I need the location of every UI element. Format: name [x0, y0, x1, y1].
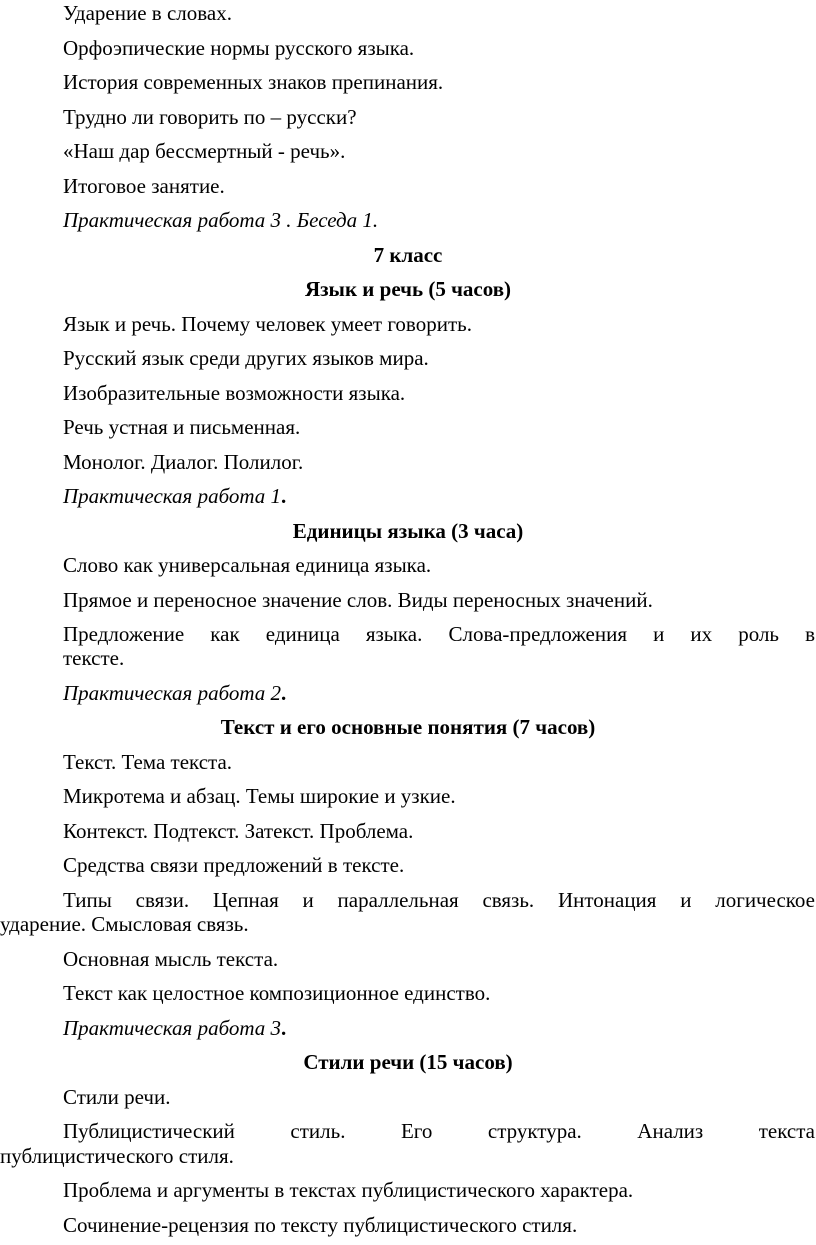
section-heading: Текст и его основные понятия (7 часов): [220, 715, 596, 739]
section-heading: Единицы языка (3 часа): [292, 519, 524, 543]
topic-line: Средства связи предложений в тексте.: [63, 853, 405, 877]
topic-line: Изобразительные возможности языка.: [63, 381, 406, 405]
topic-line-justified: Предложение как единица языка. Слова-предложения и их роль в: [63, 622, 815, 646]
topic-line: Контекст. Подтекст. Затекст. Проблема.: [63, 819, 414, 843]
practical-work-line: Практическая работа 3 . Беседа 1.: [63, 208, 379, 232]
topic-line: Текст как целостное композиционное единство.: [63, 981, 491, 1005]
topic-line: Основная мысль текста.: [63, 947, 279, 971]
topic-line: История современных знаков препинания.: [63, 70, 444, 94]
practical-work-period: .: [281, 681, 287, 705]
topic-line-continuation: публицистического стиля.: [0, 1144, 234, 1168]
topic-line: Орфоэпические нормы русского языка.: [63, 36, 415, 60]
topic-line-continuation: ударение. Смысловая связь.: [0, 912, 249, 936]
topic-line: Язык и речь. Почему человек умеет говорить.: [63, 312, 472, 336]
topic-line: Стили речи.: [63, 1085, 171, 1109]
practical-work-period: .: [281, 484, 287, 508]
topic-line: Ударение в словах.: [63, 1, 232, 25]
topic-line: «Наш дар бессмертный - речь».: [63, 139, 346, 163]
topic-line: Текст. Тема текста.: [63, 750, 233, 774]
section-heading: Язык и речь (5 часов): [304, 277, 512, 301]
section-heading: Стили речи (15 часов): [303, 1050, 513, 1074]
topic-line: Русский язык среди других языков мира.: [63, 346, 429, 370]
topic-line: Микротема и абзац. Темы широкие и узкие.: [63, 784, 456, 808]
topic-line: Трудно ли говорить по – русски?: [63, 105, 357, 129]
topic-line: Проблема и аргументы в текстах публицистического характера.: [63, 1178, 634, 1202]
practical-work-line: [63, 486, 286, 507]
practical-work-text: Практическая работа 1: [63, 484, 282, 508]
topic-line-justified: Публицистический стиль. Его структура. Анализ текста: [63, 1119, 815, 1143]
practical-work-text: Практическая работа 3: [63, 1016, 282, 1040]
topic-line-continuation: тексте.: [63, 646, 125, 670]
practical-work-period: .: [281, 1016, 287, 1040]
practical-work-line: [63, 1018, 286, 1039]
topic-line: Итоговое занятие.: [63, 174, 225, 198]
topic-line: Монолог. Диалог. Полилог.: [63, 450, 304, 474]
topic-line-justified: Типы связи. Цепная и параллельная связь. Интонация и логическое: [63, 888, 815, 912]
practical-work-text: Практическая работа 2: [63, 681, 282, 705]
practical-work-line: [63, 683, 286, 704]
topic-line: Сочинение-рецензия по тексту публицистического стиля.: [63, 1213, 578, 1237]
topic-line: Слово как универсальная единица языка.: [63, 553, 432, 577]
topic-line: Прямое и переносное значение слов. Виды переносных значений.: [63, 588, 653, 612]
topic-line: Речь устная и письменная.: [63, 415, 301, 439]
grade-heading: 7 класс: [373, 243, 443, 267]
